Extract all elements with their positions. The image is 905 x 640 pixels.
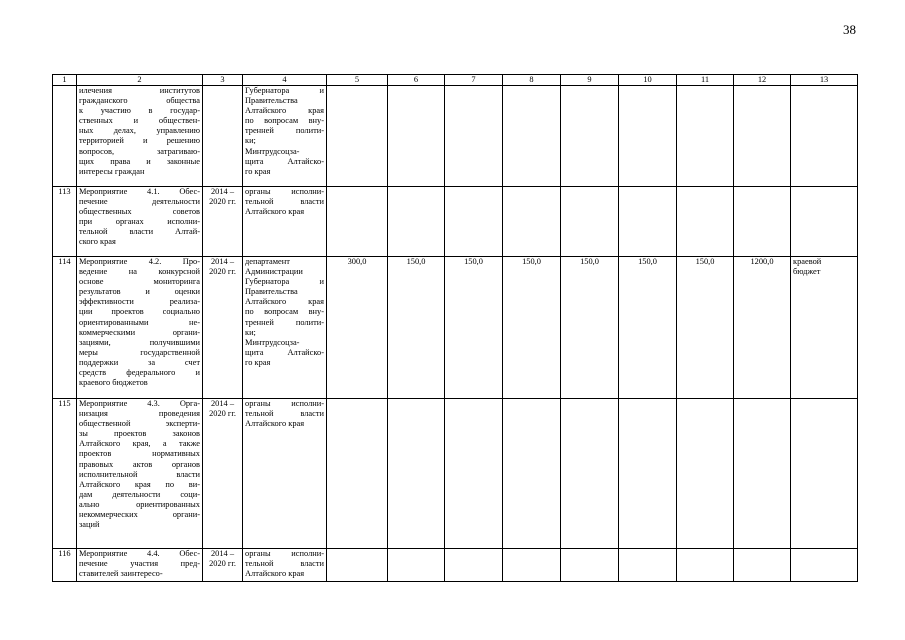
measure-name-cell-line: ставителей заинтересо- [79, 569, 163, 579]
executor-cell [243, 86, 327, 187]
period-cell-lines [205, 187, 240, 207]
measure-name-cell-line: зациями, получившими [79, 337, 200, 347]
period-cell-lines [205, 257, 240, 277]
measure-name-cell-lines [79, 187, 200, 248]
executor-cell-lines [245, 549, 324, 579]
measure-name-cell-line: краевого бюджетов [79, 378, 148, 388]
funding-value-cell [677, 86, 734, 187]
executor-cell-line: Минтрудсоцза- [245, 337, 300, 347]
executor-cell-line: Алтайского края [245, 569, 305, 579]
funding-value-cell [677, 187, 734, 257]
period-cell-lines [205, 399, 240, 419]
executor-cell-line: Алтайского края [245, 297, 324, 307]
funding-value-cell [561, 187, 619, 257]
executor-cell-line: тельной власти [245, 197, 324, 207]
period-cell [203, 187, 243, 257]
row-number-cell: 116 [53, 549, 77, 582]
funding-value-cell [503, 549, 561, 582]
measure-name-cell-line: Мероприятие 4.4. Обес- [79, 549, 200, 558]
funding-value-cell [619, 549, 677, 582]
executor-cell-line: органы исполни- [245, 187, 324, 196]
funding-value-cell [561, 399, 619, 549]
funding-source-cell [791, 86, 858, 187]
column-header: 10 [619, 75, 677, 86]
funding-value-cell [327, 86, 388, 187]
measure-name-cell-line: некоммерческих органи- [79, 510, 200, 520]
measure-name-cell-line: результатов и оценки [79, 287, 200, 297]
period-cell-line: 2020 гг. [209, 267, 236, 277]
executor-cell-line: ки; [245, 136, 256, 146]
row-number-cell: 113 [53, 187, 77, 257]
funding-value-cell [445, 399, 503, 549]
column-header: 12 [734, 75, 791, 86]
measure-name-cell-line: Мероприятие 4.2. Про- [79, 257, 200, 266]
measure-name-cell-line: территорией и решению [79, 136, 200, 146]
row-number-cell: 115 [53, 399, 77, 549]
period-cell-line: 2014 – [210, 399, 235, 408]
measure-name-cell-line: поддержки за счет [79, 357, 200, 367]
column-header: 7 [445, 75, 503, 86]
column-header: 4 [243, 75, 327, 86]
measure-name-cell-line: интересы граждан [79, 166, 145, 176]
measure-name-cell [77, 257, 203, 399]
measure-name-cell-line: к участию в государ- [79, 106, 200, 116]
executor-cell-line: тельной власти [245, 559, 324, 569]
period-cell [203, 399, 243, 549]
measure-name-cell-line: вопросов, затрагиваю- [79, 146, 200, 156]
executor-cell-line: по вопросам вну- [245, 116, 324, 126]
column-header: 3 [203, 75, 243, 86]
executor-cell-line: тренней полити- [245, 317, 324, 327]
funding-source-cell-line: бюджет [793, 267, 821, 277]
funding-value-cell [677, 399, 734, 549]
measure-name-cell-line: исполнительной власти [79, 469, 200, 479]
executor-cell-line: го края [245, 166, 271, 176]
measure-name-cell-line: ориентированными не- [79, 317, 200, 327]
table-body [53, 86, 858, 582]
executor-cell-line: Минтрудсоцза- [245, 146, 300, 156]
measure-name-cell [77, 86, 203, 187]
funding-value-cell [445, 187, 503, 257]
measure-name-cell-line: Алтайского края, а также [79, 439, 200, 449]
measure-name-cell-lines [79, 549, 200, 579]
funding-value-cell: 150,0 [445, 257, 503, 399]
measure-name-cell-line: эффективности реализа- [79, 297, 200, 307]
measure-name-cell-line: илечения институтов [79, 86, 200, 95]
funding-value-cell: 150,0 [619, 257, 677, 399]
funding-source-cell [791, 257, 858, 399]
funding-value-cell: 1200,0 [734, 257, 791, 399]
executor-cell-line: тельной власти [245, 409, 324, 419]
period-cell-line: 2014 – [210, 549, 235, 558]
funding-value-cell [445, 549, 503, 582]
measure-name-cell-line: ведение на конкурсной [79, 267, 200, 277]
row-number-cell [53, 86, 77, 187]
measure-name-cell [77, 187, 203, 257]
period-cell-line: 2020 гг. [209, 197, 236, 207]
measure-name-cell [77, 549, 203, 582]
measure-name-cell-line: Мероприятие 4.3. Орга- [79, 399, 200, 408]
measure-name-cell-lines [79, 86, 200, 177]
executor-cell-line: Правительства [245, 96, 298, 106]
measure-name-cell-line: ского края [79, 237, 116, 247]
column-header: 6 [388, 75, 445, 86]
executor-cell-line: тренней полити- [245, 126, 324, 136]
executor-cell-line: ки; [245, 327, 256, 337]
measure-name-cell-line: ных делах, управлению [79, 126, 200, 136]
measure-name-cell-line: ственных и обществен- [79, 116, 200, 126]
executor-cell [243, 549, 327, 582]
measure-name-cell-line: низация проведения [79, 409, 200, 419]
funding-source-cell [791, 399, 858, 549]
executor-cell-line: щита Алтайско- [245, 156, 324, 166]
measure-name-cell-line: основе мониторинга [79, 277, 200, 287]
measure-name-cell-lines [79, 399, 200, 530]
funding-value-cell [734, 399, 791, 549]
measure-name-cell-line: Мероприятие 4.1. Обес- [79, 187, 200, 196]
funding-value-cell [561, 86, 619, 187]
executor-cell-line: Губернатора и [245, 86, 324, 95]
funding-value-cell [388, 399, 445, 549]
measure-name-cell-line: гражданского общества [79, 96, 200, 106]
executor-cell-line: щита Алтайско- [245, 347, 324, 357]
funding-value-cell [503, 86, 561, 187]
executor-cell-line: го края [245, 357, 271, 367]
funding-value-cell [734, 187, 791, 257]
page-number: 38 [843, 22, 856, 37]
funding-value-cell [388, 187, 445, 257]
measure-name-cell-line: средств федерального и [79, 368, 200, 378]
table-row [53, 399, 858, 549]
funding-value-cell [561, 549, 619, 582]
funding-value-cell [734, 86, 791, 187]
row-number-cell: 114 [53, 257, 77, 399]
table-row [53, 86, 858, 187]
measure-name-cell-line: коммерческими органи- [79, 327, 200, 337]
period-cell [203, 549, 243, 582]
funding-source-cell [791, 549, 858, 582]
program-table [52, 74, 858, 582]
measure-name-cell-line: меры государственной [79, 347, 200, 357]
column-header: 2 [77, 75, 203, 86]
measure-name-cell-line: проектов нормативных [79, 449, 200, 459]
funding-value-cell [445, 86, 503, 187]
column-header: 9 [561, 75, 619, 86]
executor-cell [243, 399, 327, 549]
executor-cell-line: Алтайского края [245, 106, 324, 116]
funding-value-cell: 150,0 [677, 257, 734, 399]
measure-name-cell-line: тельной власти Алтай- [79, 227, 200, 237]
table-row [53, 187, 858, 257]
measure-name-cell-lines [79, 257, 200, 388]
period-cell-line: 2014 – [210, 187, 235, 196]
executor-cell-lines [245, 187, 324, 217]
executor-cell-line: Администрации [245, 267, 303, 277]
executor-cell-line: Алтайского края [245, 207, 305, 217]
measure-name-cell-line: зы проектов законов [79, 429, 200, 439]
measure-name-cell-line: правовых актов органов [79, 459, 200, 469]
funding-value-cell [388, 549, 445, 582]
column-header: 8 [503, 75, 561, 86]
funding-source-cell-line: краевой [793, 257, 822, 266]
table-row [53, 257, 858, 399]
measure-name-cell-line: ально ориентированных [79, 499, 200, 509]
funding-value-cell [619, 399, 677, 549]
period-cell-lines [205, 549, 240, 569]
measure-name-cell-line: Алтайского края по ви- [79, 479, 200, 489]
executor-cell-line: органы исполни- [245, 399, 324, 408]
funding-value-cell [619, 86, 677, 187]
funding-value-cell [677, 549, 734, 582]
funding-value-cell [327, 549, 388, 582]
measure-name-cell-line: печение участия пред- [79, 559, 200, 569]
period-cell-line: 2020 гг. [209, 559, 236, 569]
period-cell-line: 2014 – [210, 257, 235, 266]
column-header: 5 [327, 75, 388, 86]
executor-cell-line: по вопросам вну- [245, 307, 324, 317]
measure-name-cell-line: печение деятельности [79, 197, 200, 207]
executor-cell [243, 187, 327, 257]
measure-name-cell-line: ции проектов социально [79, 307, 200, 317]
executor-cell-lines [245, 86, 324, 177]
funding-value-cell [503, 187, 561, 257]
executor-cell-line: Правительства [245, 287, 298, 297]
column-header: 13 [791, 75, 858, 86]
executor-cell-line: Алтайского края [245, 419, 305, 429]
executor-cell-line: Губернатора и [245, 277, 324, 287]
funding-value-cell [327, 399, 388, 549]
funding-value-cell: 150,0 [503, 257, 561, 399]
measure-name-cell-line: заций [79, 520, 100, 530]
measure-name-cell-line: при органах исполни- [79, 217, 200, 227]
funding-source-cell [791, 187, 858, 257]
funding-value-cell [734, 549, 791, 582]
table-row [53, 549, 858, 582]
measure-name-cell-line: общественной эксперти- [79, 419, 200, 429]
funding-value-cell [327, 187, 388, 257]
measure-name-cell [77, 399, 203, 549]
funding-value-cell: 150,0 [561, 257, 619, 399]
measure-name-cell-line: дам деятельности соци- [79, 489, 200, 499]
funding-value-cell: 300,0 [327, 257, 388, 399]
executor-cell [243, 257, 327, 399]
funding-value-cell [619, 187, 677, 257]
executor-cell-line: департамент [245, 257, 290, 266]
funding-value-cell [388, 86, 445, 187]
column-number-header-row [53, 75, 858, 86]
executor-cell-lines [245, 257, 324, 368]
period-cell-line: 2020 гг. [209, 409, 236, 419]
period-cell [203, 257, 243, 399]
measure-name-cell-line: общественных советов [79, 207, 200, 217]
funding-value-cell [503, 399, 561, 549]
funding-source-cell-lines [793, 257, 855, 277]
funding-value-cell: 150,0 [388, 257, 445, 399]
executor-cell-line: органы исполни- [245, 549, 324, 558]
executor-cell-lines [245, 399, 324, 429]
column-header: 1 [53, 75, 77, 86]
measure-name-cell-line: щих права и законные [79, 156, 200, 166]
column-header: 11 [677, 75, 734, 86]
period-cell [203, 86, 243, 187]
